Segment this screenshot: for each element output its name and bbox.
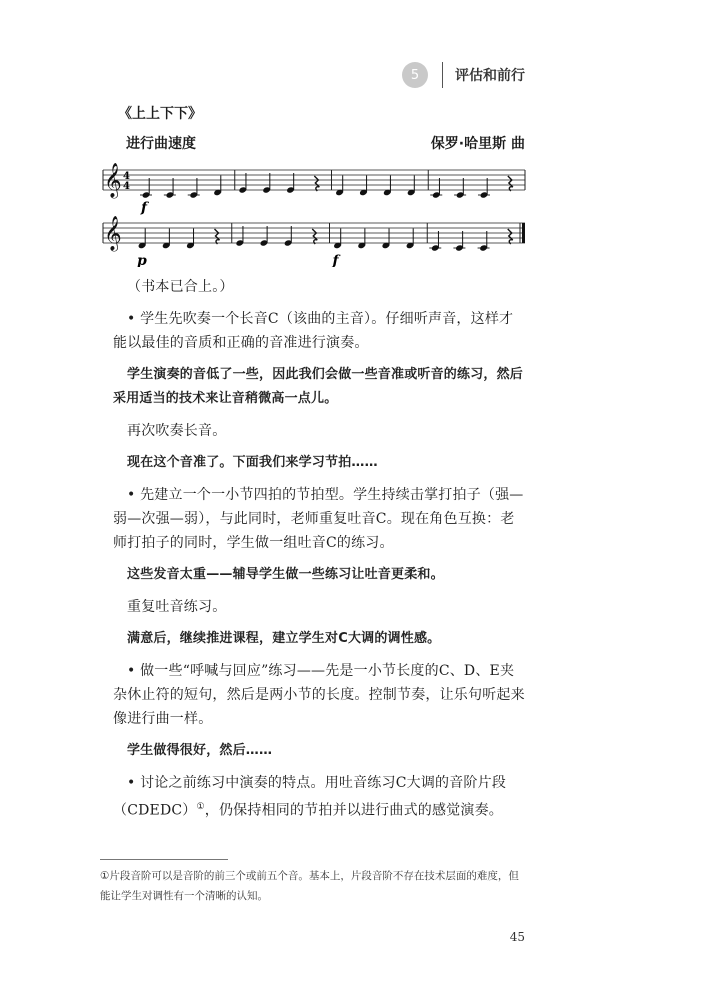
composer-credit: 保罗·哈里斯 曲 [430, 136, 525, 152]
time-signature-top: 4 [123, 171, 130, 182]
music-score [100, 155, 532, 267]
teacher-commentary: 满意后，继续推进课程，建立学生对C大调的调性感。 [127, 631, 441, 646]
lesson-paragraph: • 讨论之前练习中演奏的特点。用吐音练习C大调的音阶片段（CDEDC）①，仍保持相同的节拍并以进行曲式的感觉演奏。 [113, 775, 507, 819]
treble-clef: 𝄞 [104, 216, 122, 251]
chapter-title: 评估和前行 [455, 68, 525, 84]
quarter-rest [314, 176, 319, 191]
lesson-paragraph: （书本已合上。） [127, 279, 234, 295]
footnote-rule [100, 859, 228, 860]
quarter-rest [508, 176, 513, 191]
treble-clef: 𝄞 [104, 163, 122, 198]
dynamic-marking: f [141, 200, 148, 216]
quarter-rest [215, 229, 220, 244]
paragraph-tail: ，仍保持相同的节拍并以进行曲式的感觉演奏。 [204, 802, 503, 819]
dynamic-marking: f [332, 253, 339, 267]
teacher-commentary: 学生做得很好，然后…… [127, 743, 273, 758]
running-header [402, 61, 525, 89]
header-divider [442, 62, 443, 88]
teacher-commentary: 现在这个音准了。下面我们来学习节拍…… [127, 455, 378, 470]
teacher-commentary: 这些发音太重——辅导学生做一些练习让吐音更柔和。 [127, 567, 444, 582]
page-number: 45 [509, 930, 525, 944]
lesson-paragraph: • 做一些“呼喊与回应”练习——先是一小节长度的C、D、E夹杂休止符的短句，然后是两小节的长度。控制节奏，让乐句听起来像进行曲一样。 [113, 663, 525, 727]
footnote: ①片段音阶可以是音阶的前三个或前五个音。基本上，片段音阶不存在技术层面的难度，但能让学生对调性有一个清晰的认知。 [100, 870, 519, 902]
footnote-marker: ① [196, 802, 205, 812]
quarter-rest [508, 229, 513, 244]
quarter-rest [312, 229, 317, 244]
tempo-marking: 进行曲速度 [126, 136, 196, 152]
time-signature-bottom: 4 [123, 181, 130, 192]
dynamic-marking: p [137, 253, 147, 267]
piece-title: 《上上下下》 [118, 106, 202, 122]
lesson-text [113, 275, 525, 831]
lesson-paragraph: • 学生先吹奏一个长音C（该曲的主音）。仔细听声音，这样才能以最佳的音质和正确的音准进行演奏。 [113, 311, 514, 351]
teacher-commentary: 学生演奏的音低了一些，因此我们会做一些音准或听音的练习，然后采用适当的技术来让音稍微高一点儿。 [113, 367, 524, 406]
chapter-number-badge: 5 [402, 62, 428, 88]
lesson-paragraph: 再次吹奏长音。 [127, 423, 227, 439]
lesson-paragraph: • 先建立一个一小节四拍的节拍型。学生持续击掌打拍子（强—弱—次强—弱），与此同时，老师重复吐音C。现在角色互换：老师打拍子的同时，学生做一组吐音C的练习。 [113, 487, 524, 551]
lesson-paragraph: 重复吐音练习。 [127, 599, 227, 615]
